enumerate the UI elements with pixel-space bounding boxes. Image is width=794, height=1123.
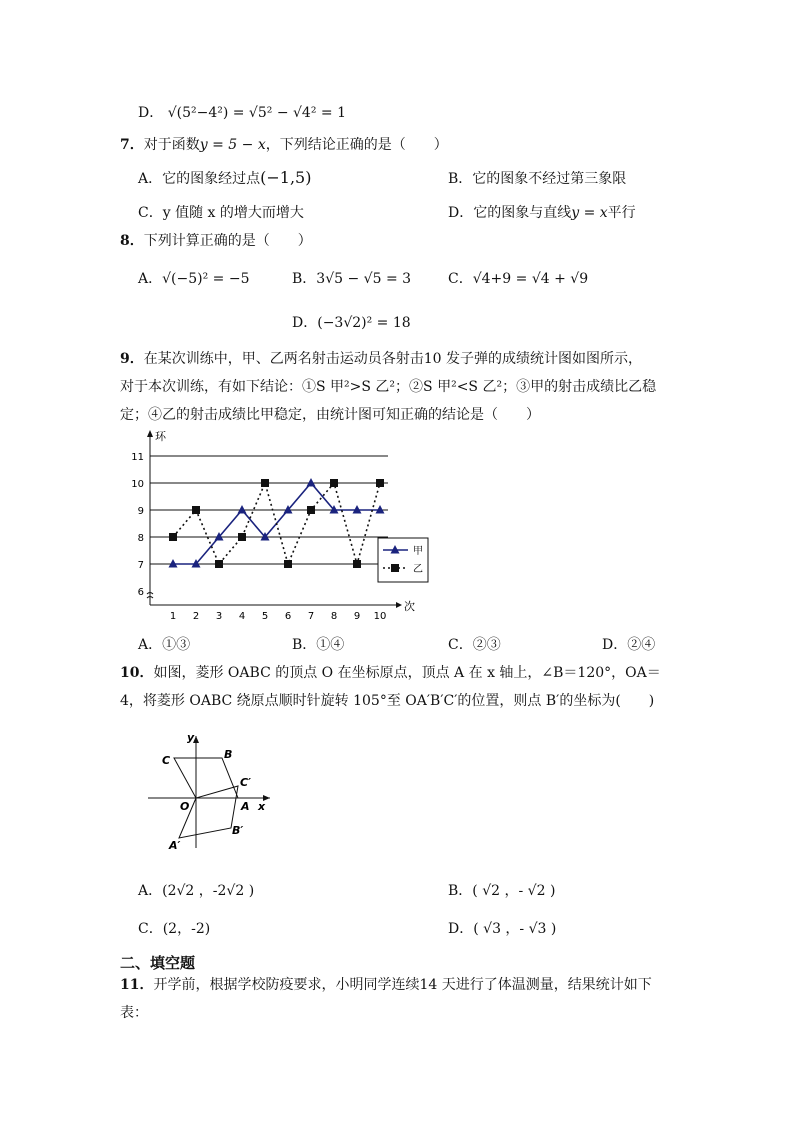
q9-text: 在某次训练中，甲、乙两名射击运动员各射击10 发子弹的成绩统计图如图所示， (143, 351, 643, 367)
x-tick-label: 2 (192, 611, 200, 622)
q7-stem (120, 134, 448, 154)
option-label: D． (448, 205, 474, 221)
data-point-yi (353, 560, 361, 568)
option-label: A． (138, 883, 163, 899)
q9-line-2: 对于本次训练，有如下结论：①S 甲²>S 乙²；②S 甲²<S 乙²；③甲的射击成绩比乙稳 (120, 379, 657, 395)
rhombus-oabc (174, 758, 238, 798)
q8-option-d (292, 312, 411, 332)
x-axis-arrow (396, 602, 402, 608)
x-tick-label: 3 (215, 611, 223, 622)
option-value: (2√2 ，-2√2 ) (162, 883, 255, 899)
data-point-yi (169, 533, 177, 541)
q8-option-d-expression: (−3√2)² = 18 (317, 315, 411, 331)
option-label: B． (292, 271, 317, 287)
option-label: C． (138, 921, 163, 937)
series-line-yi (173, 483, 380, 564)
label-o: O (180, 800, 190, 813)
q9-option-b: B．①④ (292, 637, 345, 653)
data-point-yi (238, 533, 246, 541)
legend-marker-square (391, 564, 399, 572)
q11-line-1 (120, 974, 652, 994)
label-b-prime: B′ (232, 824, 244, 837)
q7-function: y = 5 − x (199, 137, 266, 153)
label-b: B (224, 748, 233, 761)
label-a: A (241, 800, 250, 813)
y-tick-label: 7 (137, 560, 144, 571)
q7-stem-text: 对于函数 (143, 137, 200, 153)
y-tick-label: 11 (131, 452, 144, 463)
option-label: C． (448, 271, 473, 287)
y-tick-label: 6 (137, 587, 144, 598)
q10-line-1 (120, 662, 661, 682)
label-c-prime: C′ (240, 776, 251, 789)
question-number: 9． (120, 351, 144, 367)
q8-option-b-expression: 3√5 − √5 = 3 (316, 271, 412, 287)
option-label: B． (448, 883, 473, 899)
option-label: B． (448, 171, 473, 187)
data-point-yi (284, 560, 292, 568)
legend-label: 乙 (413, 564, 423, 575)
q8-option-b (292, 268, 411, 288)
q7-option-c (138, 202, 304, 222)
question-number: 11． (120, 977, 154, 993)
data-point-jia (307, 478, 316, 487)
q10-option-b (448, 880, 555, 900)
q8-option-c (448, 268, 588, 288)
question-number: 8． (120, 233, 144, 249)
q10-text: 如图，菱形 OABC 的顶点 O 在坐标原点，顶点 A 在 x 轴上，∠B＝120°，OA＝ (153, 665, 661, 681)
q9-shooting-score-chart (130, 428, 430, 628)
option-value: ( √2 ，- √2 ) (472, 883, 556, 899)
option-value: (2，-2) (162, 921, 211, 937)
q8-stem (120, 230, 312, 250)
data-point-yi (215, 560, 223, 568)
data-point-yi (376, 479, 384, 487)
q10-option-a (138, 880, 254, 900)
option-label: A． (138, 171, 163, 187)
rhombus-rotation-figure (140, 728, 280, 858)
option-label: D． (138, 105, 164, 121)
option-label: D． (292, 315, 318, 331)
y-tick-label: 9 (137, 506, 144, 517)
x-tick-label: 5 (261, 611, 269, 622)
label-x: x (258, 800, 266, 813)
label-y: y (187, 731, 195, 744)
option-value: ( √3 ，- √3 ) (473, 921, 557, 937)
option-text: y 值随 x 的增大而增大 (162, 205, 304, 221)
q11-text: 开学前，根据学校防疫要求，小明同学连续14 天进行了体温测量，结果统计如下 (153, 977, 652, 993)
q11-line-2: 表： (120, 1005, 148, 1021)
x-tick-label: 6 (284, 611, 292, 622)
label-a-prime: A′ (169, 839, 181, 852)
q7-point: (−1,5) (260, 168, 312, 187)
x-tick-label: 10 (373, 611, 387, 622)
q8-option-a (138, 268, 250, 288)
q8-option-a-expression: √(−5)² = −5 (162, 271, 250, 287)
x-tick-label: 8 (330, 611, 338, 622)
data-point-jia (238, 505, 247, 514)
q7-option-a (138, 168, 311, 188)
section-heading: 二、填空题 (120, 954, 196, 972)
question-number: 10． (120, 665, 154, 681)
q9-option-d: D．②④ (602, 637, 656, 653)
y-tick-label: 8 (137, 533, 144, 544)
data-point-yi (330, 479, 338, 487)
q6-option-d-expression: √(5²−4²) = √5² − √4² = 1 (167, 105, 346, 121)
data-point-yi (307, 506, 315, 514)
x-tick-label: 9 (353, 611, 361, 622)
q7-stem-tail: ，下列结论正确的是（ ） (265, 137, 448, 153)
question-number: 7． (120, 137, 144, 153)
option-text: 它的图象与直线 (473, 205, 572, 221)
q10-option-c (138, 918, 210, 938)
option-label: D． (448, 921, 474, 937)
q8-option-c-expression: √4+9 = √4 + √9 (472, 271, 589, 287)
q10-option-d (448, 918, 556, 938)
q6-option-d (138, 102, 346, 122)
legend-box (378, 538, 428, 582)
q10-line-2: 4，将菱形 OABC 绕原点顺时针旋转 105°至 OA′B′C′的位置，则点 B′的坐标为( ) (120, 693, 655, 709)
q9-option-c: C．②③ (448, 637, 501, 653)
legend-label: 甲 (413, 546, 423, 557)
q7-option-d (448, 202, 636, 222)
label-c: C (162, 754, 171, 767)
option-text: 它的图象不经过第三象限 (472, 171, 627, 187)
q9-option-a: A．①③ (138, 637, 191, 653)
x-tick-label: 4 (238, 611, 246, 622)
option-text: 它的图象经过点 (162, 171, 261, 187)
q9-line-3: 定；④乙的射击成绩比甲稳定，由统计图可知正确的结论是（ ） (120, 407, 540, 423)
q8-stem-text: 下列计算正确的是（ ） (143, 233, 312, 249)
option-label: C． (138, 205, 163, 221)
x-tick-label: 1 (169, 611, 177, 622)
data-point-yi (261, 479, 269, 487)
y-axis-label: 环 (155, 430, 166, 443)
q9-line-1 (120, 348, 642, 368)
x-axis-label: 次 (404, 600, 415, 613)
option-text-tail: 平行 (607, 205, 636, 221)
x-tick-label: 7 (307, 611, 315, 622)
y-tick-label: 10 (131, 479, 144, 490)
q7-option-b (448, 168, 626, 188)
option-label: A． (138, 271, 163, 287)
data-point-yi (192, 506, 200, 514)
q7-line-function: y = x (571, 205, 608, 221)
y-axis-arrow (147, 430, 153, 437)
